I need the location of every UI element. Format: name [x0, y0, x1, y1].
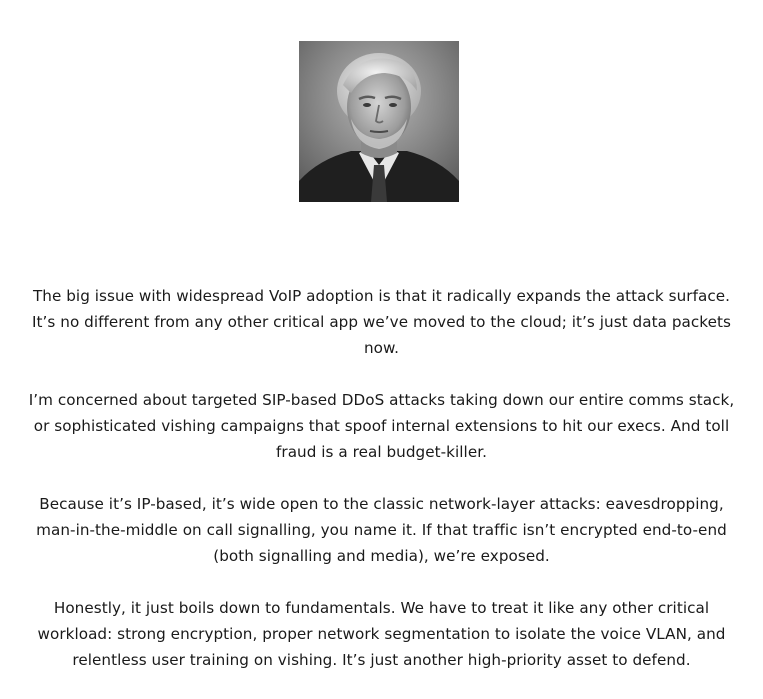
quote-paragraph: Honestly, it just boils down to fundamentals. We have to treat it like any other critical workload: strong encryption, proper network segmentation to isolate the voice VLAN, and relentless user training on vishing. It’s just another high-priority asset to defend. [37, 599, 726, 669]
person-headshot-icon [299, 41, 459, 202]
quote-body [20, 283, 743, 699]
author-portrait [299, 41, 459, 202]
quote-paragraph: I’m concerned about targeted SIP-based DDoS attacks taking down our entire comms stack, or sophisticated vishing campaigns that spoof internal extensions to hit our execs. And toll fraud is a real budget-killer. [28, 391, 735, 461]
quote-paragraph: The big issue with widespread VoIP adoption is that it radically expands the attack surface. It’s no different from any other critical app we’ve moved to the cloud; it’s just data packets now. [32, 287, 731, 357]
quote-paragraph: Because it’s IP-based, it’s wide open to the classic network-layer attacks: eavesdropping, man-in-the-middle on call signalling, you name it. If that traffic isn’t encrypted end-to-end (both signalling and media), we’re exposed. [36, 495, 727, 565]
